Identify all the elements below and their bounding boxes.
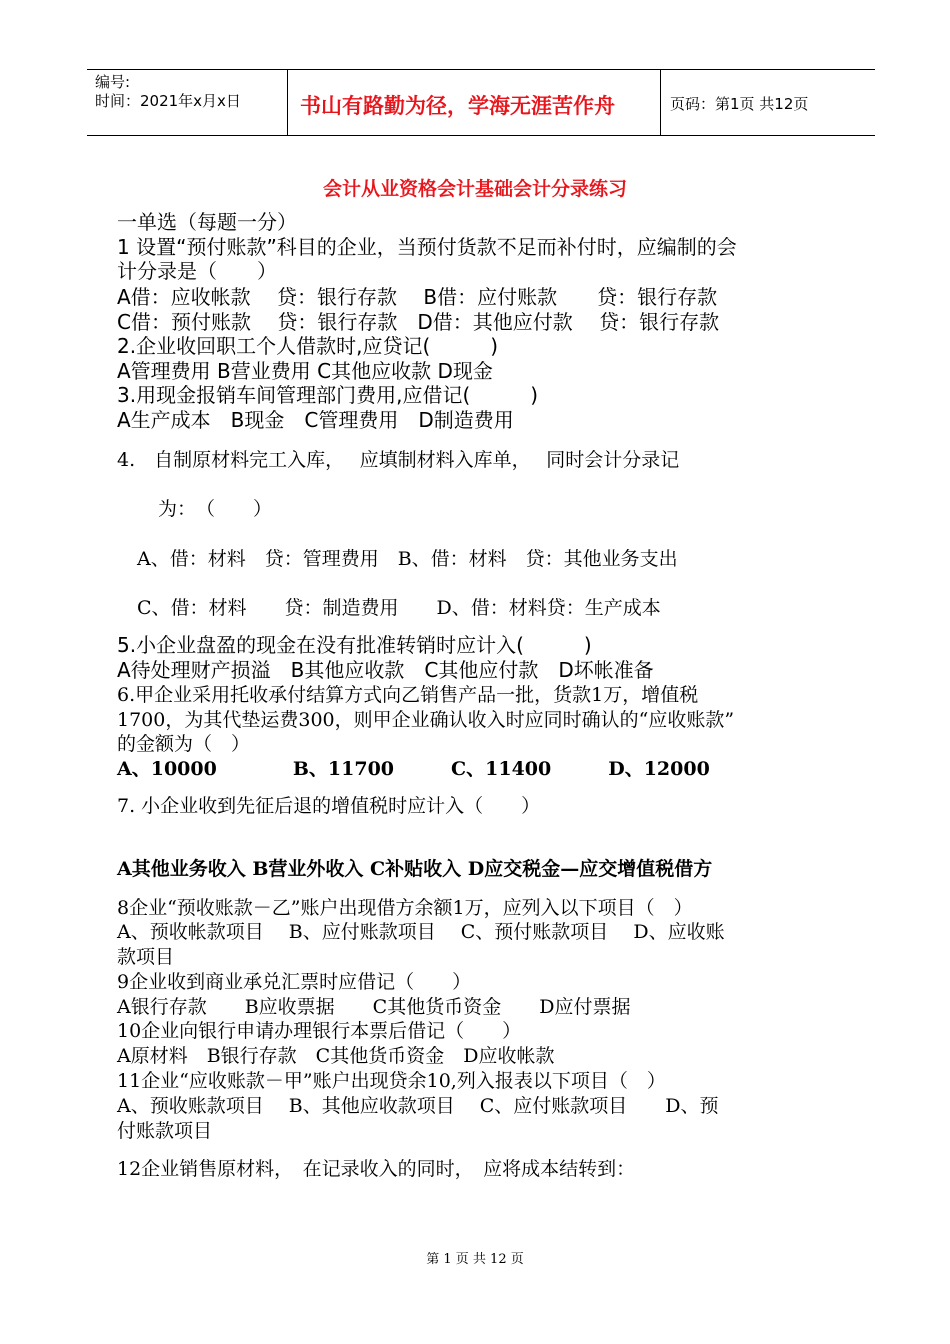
question-2: 2.企业收回职工个人借款时,应贷记( ) — [117, 334, 499, 358]
question-1-options-cd: C借：预付账款 贷：银行存款 D借：其他应付款 贷：银行存款 — [117, 310, 720, 334]
question-1-options-ab: A借：应收帐款 贷：银行存款 B借：应付账款 贷：银行存款 — [117, 285, 718, 309]
question-6-line-2: 1700，为其代垫运费300，则甲企业确认收入时应同时确认的“应收账款” — [117, 709, 735, 731]
question-3-options: A生产成本 B现金 C管理费用 D制造费用 — [117, 408, 514, 432]
question-11: 11企业“应收账款－甲”账户出现贷余10,列入报表以下项目（ ） — [117, 1070, 666, 1092]
question-10-options: A原材料 B银行存款 C其他货币资金 D应收帐款 — [117, 1045, 555, 1067]
header-divider-2 — [660, 69, 661, 136]
question-7: 7. 小企业收到先征后退的增值税时应计入（ ） — [117, 795, 541, 817]
question-11-options: A、预收账款项目 B、其他应收款项目 C、应付账款项目 D、预 — [117, 1095, 719, 1117]
question-8-options-cont: 款项目 — [117, 946, 175, 968]
header-divider-1 — [287, 69, 288, 136]
question-8: 8企业“预收账款－乙”账户出现借方余额1万，应列入以下项目（ ） — [117, 897, 693, 919]
question-3: 3.用现金报销车间管理部门费用,应借记( ) — [117, 383, 539, 407]
question-4-line-1: 4. 自制原材料完工入库， 应填制材料入库单， 同时会计分录记 — [117, 449, 680, 471]
question-2-options: A管理费用 B营业费用 C其他应收款 D现金 — [117, 359, 493, 383]
page-title: 会计从业资格会计基础会计分录练习 — [322, 178, 627, 200]
question-12: 12企业销售原材料， 在记录收入的同时， 应将成本结转到： — [117, 1158, 636, 1180]
question-1-line-1: 1 设置“预付账款”科目的企业，当预付货款不足而补付时，应编制的会 — [117, 235, 737, 259]
header-top-rule — [87, 69, 875, 70]
question-9: 9企业收到商业承兑汇票时应借记（ ） — [117, 971, 472, 993]
page-info: 页码：第1页 共12页 — [670, 95, 809, 113]
question-8-options: A、预收帐款项目 B、应付账款项目 C、预付账款项目 D、应收账 — [117, 921, 725, 943]
question-5: 5.小企业盘盈的现金在没有批准转销时应计入( ) — [117, 633, 592, 657]
date-label: 时间：2021年x月x日 — [95, 92, 241, 110]
header-bottom-rule — [87, 135, 875, 136]
motto: 书山有路勤为径，学海无涯苦作舟 — [300, 93, 615, 118]
section-heading: 一单选（每题一分） — [117, 210, 297, 234]
page-footer: 第 1 页 共 12 页 — [426, 1252, 524, 1267]
question-5-options: A待处理财产损溢 B其他应收款 C其他应付款 D坏帐准备 — [117, 658, 654, 682]
question-4-line-2: 为： （ ） — [158, 498, 273, 520]
question-6-options: A、10000 B、11700 C、11400 D、12000 — [117, 758, 710, 780]
question-6-line-1: 6.甲企业采用托收承付结算方式向乙销售产品一批，货款1万，增值税 — [117, 684, 699, 706]
question-4-options-ab: A、借：材料 贷：管理费用 B、借：材料 贷：其他业务支出 — [137, 548, 678, 570]
question-1-line-2: 计分录是（ ） — [117, 259, 277, 283]
question-9-options: A银行存款 B应收票据 C其他货币资金 D应付票据 — [117, 996, 631, 1018]
question-6-line-3: 的金额为（ ） — [117, 733, 251, 755]
serial-label: 编号: — [95, 73, 131, 91]
question-10: 10企业向银行申请办理银行本票后借记（ ） — [117, 1020, 522, 1042]
question-4-options-cd: C、借：材料 贷：制造费用 D、借：材料贷：生产成本 — [137, 597, 661, 619]
question-7-options: A其他业务收入 B营业外收入 C补贴收入 D应交税金—应交增值税借方 — [117, 858, 713, 880]
question-11-options-cont: 付账款项目 — [117, 1120, 213, 1142]
